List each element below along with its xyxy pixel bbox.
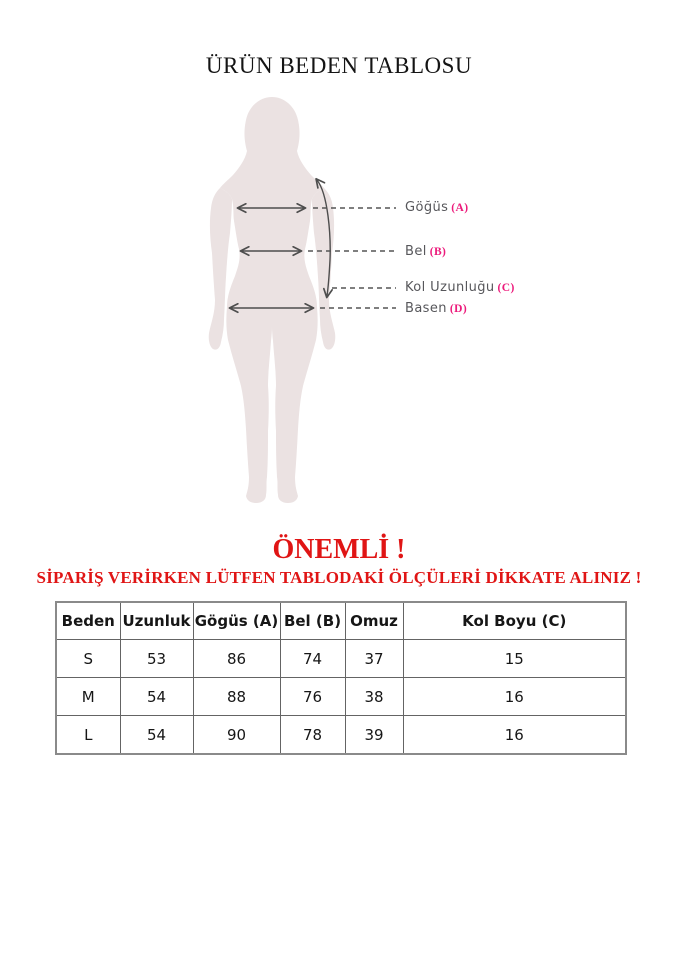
- table-cell: 86: [193, 640, 280, 678]
- table-cell: M: [56, 678, 120, 716]
- table-header-cell: Gögüs (A): [193, 602, 280, 640]
- measurement-label-chest: [405, 200, 468, 215]
- table-header-cell: Omuz: [345, 602, 403, 640]
- table-cell: 53: [120, 640, 193, 678]
- measurement-letter: (C): [497, 282, 515, 294]
- important-heading: ÖNEMLİ !: [272, 534, 406, 565]
- table-cell: 54: [120, 678, 193, 716]
- table-cell: 78: [280, 716, 345, 755]
- important-subheading: SİPARİŞ VERİRKEN LÜTFEN TABLODAKİ ÖLÇÜLERİ DİKKATE ALINIZ !: [36, 568, 642, 587]
- measurement-letter: (D): [449, 303, 468, 315]
- table-header-cell: Bel (B): [280, 602, 345, 640]
- measurement-name: Göğüs: [405, 200, 449, 215]
- table-cell: 39: [345, 716, 403, 755]
- measurement-name: Basen: [405, 301, 447, 316]
- table-cell: 74: [280, 640, 345, 678]
- table-cell: L: [56, 716, 120, 755]
- table-cell: 16: [403, 716, 626, 755]
- table-cell: 76: [280, 678, 345, 716]
- table-header-cell: Kol Boyu (C): [403, 602, 626, 640]
- size-table: [55, 601, 627, 755]
- body-silhouette: [209, 97, 336, 503]
- table-cell: 90: [193, 716, 280, 755]
- measurement-label-arm: [405, 280, 515, 295]
- table-cell: 37: [345, 640, 403, 678]
- table-row: [56, 678, 626, 716]
- table-cell: 54: [120, 716, 193, 755]
- measurement-label-hip: [405, 301, 467, 316]
- table-cell: 38: [345, 678, 403, 716]
- measurement-letter: (A): [451, 202, 469, 214]
- table-header-cell: Beden: [56, 602, 120, 640]
- table-cell: 88: [193, 678, 280, 716]
- measurement-letter: (B): [429, 246, 447, 258]
- silhouette-torso-head-legs: [220, 97, 324, 503]
- table-row: [56, 640, 626, 678]
- table-header-row: [56, 602, 626, 640]
- table-cell: 16: [403, 678, 626, 716]
- table-row: [56, 716, 626, 755]
- measurement-name: Bel: [405, 244, 427, 259]
- table-header-cell: Uzunluk: [120, 602, 193, 640]
- measurement-name: Kol Uzunluğu: [405, 280, 495, 295]
- table-cell: 15: [403, 640, 626, 678]
- measurement-label-waist: [405, 244, 446, 259]
- table-cell: S: [56, 640, 120, 678]
- page-title: ÜRÜN BEDEN TABLOSU: [205, 53, 473, 78]
